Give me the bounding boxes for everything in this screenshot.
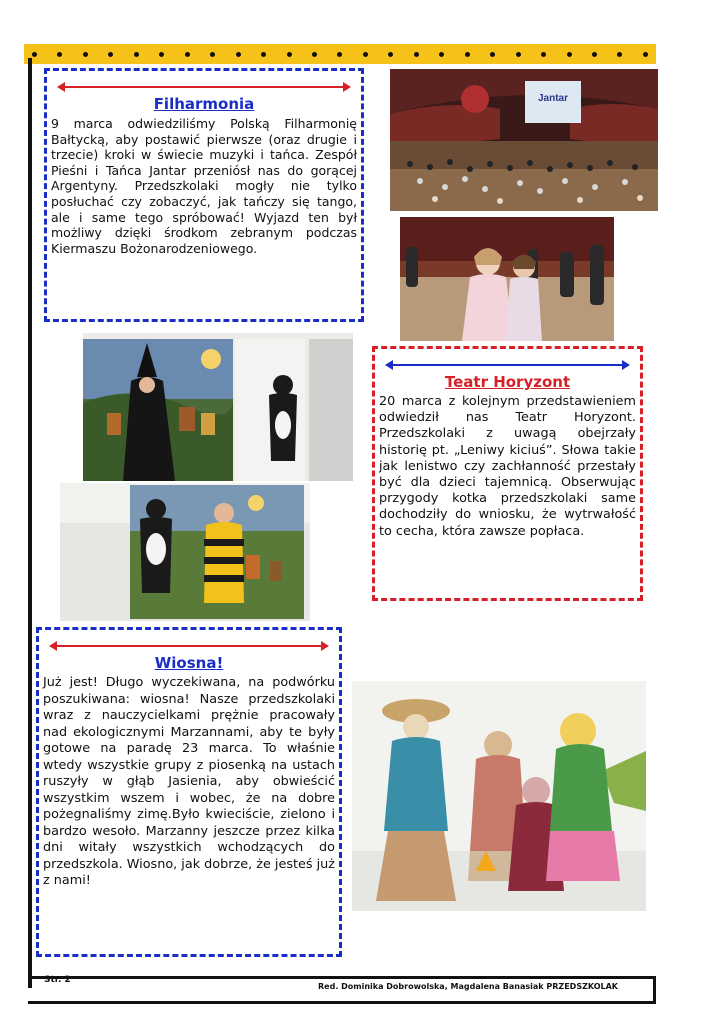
marzanna-dolls-photo [352,681,646,911]
teatr-arrow-divider [385,359,630,371]
top-decorative-bar [24,44,656,64]
filharmonia-arrow-divider [57,81,351,93]
filharmonia-text: 9 marca odwiedziliśmy Polską Filharmonię Bałtycką, aby postawić pierwsze (oraz drugie i trzecie) kroki w świecie muzyki i tańca. Zespół Pieśni i Tańca Jantar przeniósł nas do gorącej Argentyny. Przedszkolaki mogły nie tylko posłuchać czy zobaczyć, jak tańczy się tango, ale i same tego spróbować! Wyjazd ten był możliwy dzięki środkom zebranym podczas Kiermaszu Bożonarodzeniowego. [51,116,357,256]
teatr-horyzont-text: 20 marca z kolejnym przedstawieniem odwiedził nas Teatr Horyzont. Przedszkolaki z uwagą obejrzały historię pt. „Leniwy kiciuś”. Słowa takie jak lenistwo czy zachłanność przestały być dla dzieci tajemnicą. Obserwując przygody kotka przedszkolaki same dochodziły do wniosku, że wytrwałość to cecha, która zawsze popłaca. [379,394,636,539]
page-number: Str. 2 [44,975,71,985]
theatre-witch-cat-photo [83,333,353,481]
teatr-horyzont-article [372,346,643,601]
footer-credits: Red. Dominika Dobrowolska, Magdalena Banasiak PRZEDSZKOLAK [318,982,619,991]
concert-screen-text: Jantar [537,93,569,104]
wiosna-arrow-divider [49,640,329,652]
page-footer [28,976,656,1004]
children-dancing-photo [400,217,614,341]
concert-hall-photo [390,69,658,211]
theatre-cat-bee-photo [60,483,310,621]
wiosna-title: Wiosna! [154,654,224,672]
filharmonia-title: Filharmonia [153,95,255,113]
left-border-line [28,58,32,988]
wiosna-text: Już jest! Długo wyczekiwana, na podwórku poszukiwana: wiosna! Nasze przedszkolaki wraz z nauczycielkami prężnie pracowały nad ekologicznymi Marzannami, aby te były gotowe na paradę 23 marca. To właśnie wtedy wszystkie grupy z piosenką na ustach ruszyły w głąb Jasienia, aby obwieścić wszystkim wszem i wobec, że na dobre pożegnaliśmy zimę.Było kwieciście, zielono i bardzo wesoło. Marzanny jeszcze przez kilka dni witały wszystkich wchodzących do przedszkola. Wiosno, jak dobrze, że jesteś już z nami! [43,675,335,888]
filharmonia-article [44,68,364,322]
wiosna-article [36,627,342,957]
teatr-horyzont-title: Teatr Horyzont [444,373,571,391]
top-bar-dots [32,44,648,64]
